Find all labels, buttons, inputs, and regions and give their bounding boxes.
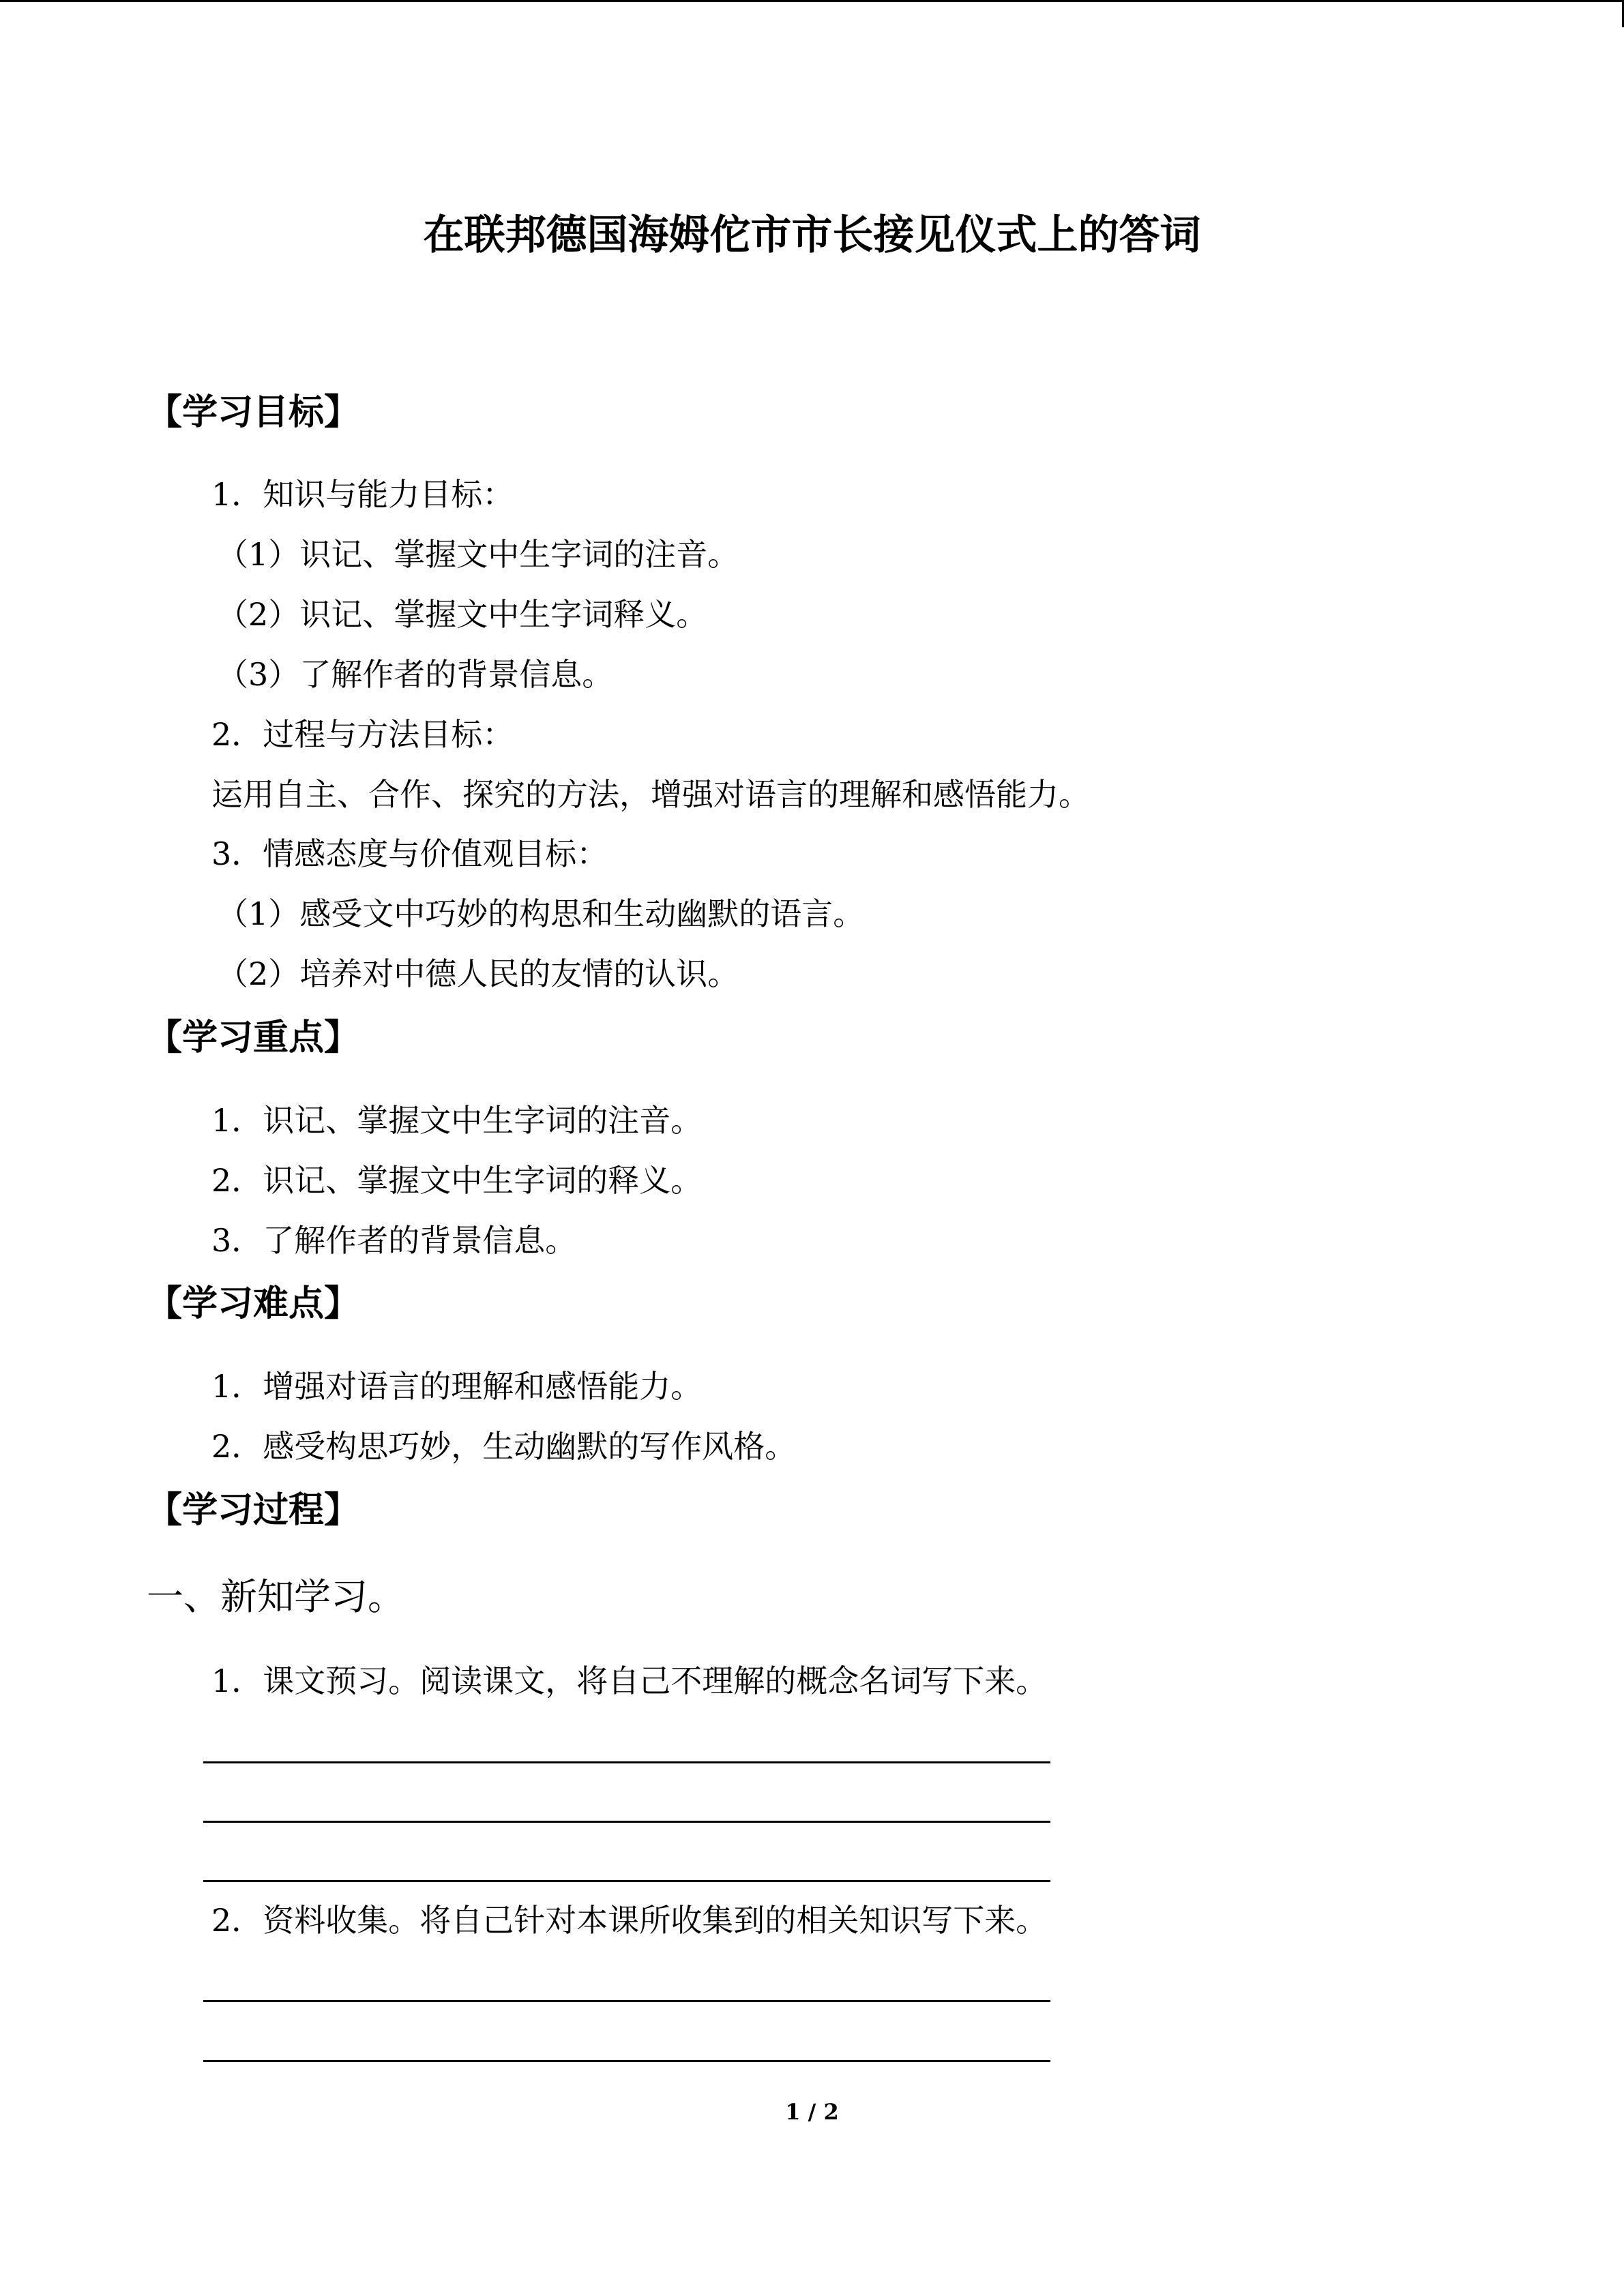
- objective-line: 3．情感态度与价值观目标：: [211, 835, 608, 872]
- key-point-line: 3．了解作者的背景信息。: [211, 1222, 577, 1259]
- objective-line: （3）了解作者的背景信息。: [217, 656, 614, 693]
- objective-line: （1）感受文中巧妙的构思和生动幽默的语言。: [217, 895, 865, 932]
- objective-line: （1）识记、掌握文中生字词的注音。: [217, 536, 739, 573]
- key-points-heading: 【学习重点】: [147, 1017, 360, 1058]
- page-number: 1 / 2: [785, 2099, 839, 2125]
- difficulty-line: 1．增强对语言的理解和感悟能力。: [211, 1368, 703, 1405]
- difficulties-heading: 【学习难点】: [147, 1283, 360, 1324]
- objective-line: （2）识记、掌握文中生字词释义。: [217, 596, 708, 633]
- objective-line: 运用自主、合作、探究的方法，增强对语言的理解和感悟能力。: [211, 776, 1090, 813]
- process-heading: 【学习过程】: [147, 1490, 360, 1531]
- objective-line: 1．知识与能力目标：: [211, 476, 514, 513]
- task-2: 2．资料收集。将自己针对本课所收集到的相关知识写下来。: [211, 1902, 1048, 1939]
- document-title: 在联邦德国海姆佗市市长接见仪式上的答词: [423, 211, 1201, 259]
- answer-line[interactable]: [203, 2000, 1050, 2002]
- difficulty-line: 2．感受构思巧妙，生动幽默的写作风格。: [211, 1428, 797, 1465]
- objective-line: （2）培养对中德人民的友情的认识。: [217, 955, 739, 992]
- objective-line: 2．过程与方法目标：: [211, 716, 514, 753]
- task-1: 1．课文预习。阅读课文，将自己不理解的概念名词写下来。: [211, 1663, 1048, 1699]
- objectives-heading: 【学习目标】: [147, 392, 360, 433]
- answer-line[interactable]: [203, 1761, 1050, 1763]
- section-one-heading: 一、新知学习。: [147, 1575, 404, 1618]
- answer-line[interactable]: [203, 1821, 1050, 1823]
- key-point-line: 1．识记、掌握文中生字词的注音。: [211, 1102, 703, 1139]
- key-point-line: 2．识记、掌握文中生字词的释义。: [211, 1162, 703, 1199]
- answer-line[interactable]: [203, 2060, 1050, 2062]
- answer-line[interactable]: [203, 1880, 1050, 1882]
